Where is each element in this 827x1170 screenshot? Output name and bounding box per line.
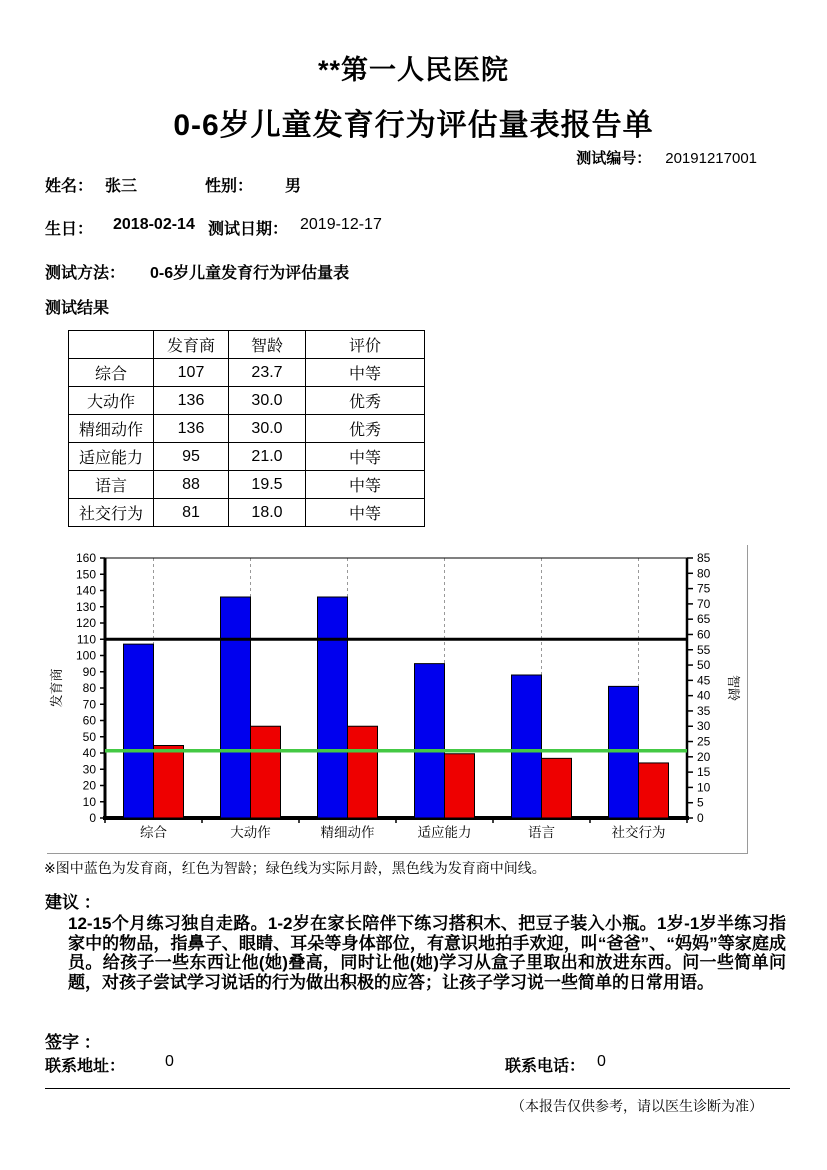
svg-text:15: 15	[697, 765, 711, 780]
contact-address-value: 0	[165, 1053, 174, 1070]
table-cell: 23.7	[229, 359, 306, 387]
table-row	[69, 387, 425, 415]
svg-text:120: 120	[75, 616, 96, 630]
svg-text:综合: 综合	[140, 825, 167, 840]
svg-text:45: 45	[697, 673, 711, 688]
svg-text:0: 0	[89, 811, 96, 825]
left-axis-ticks	[76, 551, 105, 825]
mental-age-bar	[154, 746, 184, 818]
svg-text:精细动作: 精细动作	[320, 825, 375, 840]
svg-text:140: 140	[75, 583, 96, 598]
table-row	[69, 499, 425, 527]
svg-text:大动作: 大动作	[230, 825, 271, 840]
svg-text:30: 30	[697, 719, 711, 734]
svg-text:90: 90	[82, 664, 96, 679]
birth-testdate-row	[0, 216, 827, 238]
mental-age-bar	[542, 758, 572, 818]
svg-text:20: 20	[82, 778, 96, 793]
svg-text:25: 25	[697, 734, 711, 749]
svg-text:适应能力: 适应能力	[417, 825, 472, 840]
svg-text:20: 20	[697, 749, 711, 764]
svg-text:10: 10	[82, 794, 96, 809]
svg-text:50: 50	[82, 729, 96, 744]
contact-address-label: 联系地址：	[45, 1058, 126, 1075]
svg-text:160: 160	[75, 551, 96, 565]
suggestion-text: 12-15个月练习独自走路。1-2岁在家长陪伴下练习搭积木、把豆子装入小瓶。1岁-1岁半练习指家中的物品，指鼻子、眼睛、耳朵等身体部位，有意识地拍手欢迎，叫“爸爸”、“妈妈”等家庭成员。给孩子一些东西让他(她)叠高，同时让他(她)学习从盒子里取出和放进东西。问一些简单问题，对孩子尝试学习说话的行为做出积极的应答；让孩子学习说一些简单的日常用语。	[68, 914, 786, 992]
left-axis-title: 发育商	[49, 668, 64, 708]
chart-legend-note: ※图中蓝色为发育商，红色为智龄；绿色线为实际月龄，黑色线为发育商中间线。	[44, 860, 546, 876]
table-cell: 优秀	[306, 415, 425, 443]
svg-text:35: 35	[697, 703, 711, 718]
table-cell: 18.0	[229, 499, 306, 527]
svg-text:30: 30	[82, 762, 96, 777]
table-cell: 中等	[306, 471, 425, 499]
table-cell: 136	[154, 387, 229, 415]
svg-text:150: 150	[75, 567, 96, 582]
svg-text:0: 0	[697, 811, 704, 825]
svg-text:40: 40	[82, 746, 96, 760]
svg-text:社交行为: 社交行为	[611, 825, 666, 840]
test-number-row	[0, 147, 757, 168]
svg-text:10: 10	[697, 780, 711, 795]
table-header-cell	[69, 331, 154, 359]
birth-label: 生日：	[45, 221, 94, 238]
table-cell: 语言	[69, 471, 154, 499]
svg-text:130: 130	[75, 599, 96, 614]
table-cell: 136	[154, 415, 229, 443]
table-cell: 适应能力	[69, 443, 154, 471]
reference-lines	[105, 639, 687, 750]
test-number-value: 20191217001	[665, 150, 757, 167]
dq-bar	[415, 664, 445, 818]
dq-bar	[124, 644, 154, 818]
mental-age-bar	[639, 763, 669, 818]
table-cell: 30.0	[229, 415, 306, 443]
table-cell: 中等	[306, 443, 425, 471]
method-label: 测试方法：	[45, 265, 126, 282]
svg-text:70: 70	[697, 596, 711, 611]
bars	[124, 597, 669, 818]
name-label: 姓名：	[45, 178, 94, 195]
hospital-title: **第一人民医院	[317, 55, 509, 85]
table-cell: 19.5	[229, 471, 306, 499]
table-cell: 30.0	[229, 387, 306, 415]
svg-text:50: 50	[697, 658, 711, 673]
test-date-value: 2019-12-17	[300, 216, 382, 233]
category-labels	[140, 824, 666, 840]
chart-panel	[47, 545, 748, 854]
svg-text:5: 5	[697, 795, 704, 810]
disclaimer-text: （本报告仅供参考，请以医生诊断为准）	[511, 1098, 763, 1114]
svg-text:70: 70	[82, 697, 96, 712]
gender-label: 性别：	[205, 178, 254, 195]
suggestion-label: 建议 ：	[45, 893, 101, 912]
contact-phone-value: 0	[597, 1053, 606, 1070]
mental-age-bar	[348, 726, 378, 818]
name-gender-row	[0, 173, 827, 195]
table-cell: 中等	[306, 499, 425, 527]
table-cell: 21.0	[229, 443, 306, 471]
table-row	[69, 415, 425, 443]
table-cell: 88	[154, 471, 229, 499]
method-row	[0, 260, 827, 282]
table-row	[69, 359, 425, 387]
svg-text:语言: 语言	[528, 825, 555, 840]
table-cell: 107	[154, 359, 229, 387]
contact-row	[0, 1053, 827, 1075]
result-section-label: 测试结果	[45, 300, 110, 317]
gender-value: 男	[285, 178, 302, 195]
svg-text:80: 80	[82, 681, 96, 695]
signature-label: 签字 ：	[45, 1033, 101, 1052]
table-header-row	[69, 331, 425, 359]
table-cell: 95	[154, 443, 229, 471]
svg-text:80: 80	[697, 566, 711, 581]
svg-text:100: 100	[75, 648, 96, 663]
right-axis-ticks	[687, 551, 711, 825]
table-header-cell: 评价	[306, 331, 425, 359]
results-chart	[47, 545, 747, 853]
dq-bar	[221, 597, 251, 818]
footer-divider	[45, 1088, 790, 1089]
svg-text:65: 65	[697, 612, 711, 627]
mental-age-bar	[445, 754, 475, 818]
test-number-label: 测试编号：	[576, 150, 652, 167]
method-value: 0-6岁儿童发育行为评估量表	[150, 265, 350, 282]
dq-bar	[318, 597, 348, 818]
mental-age-bar	[251, 726, 281, 818]
svg-text:85: 85	[697, 551, 711, 565]
right-axis-title: 智龄	[726, 674, 741, 702]
table-cell: 81	[154, 499, 229, 527]
dq-bar	[512, 675, 542, 818]
table-cell: 优秀	[306, 387, 425, 415]
contact-phone-label: 联系电话：	[505, 1058, 586, 1075]
name-value: 张三	[105, 178, 138, 195]
table-row	[69, 443, 425, 471]
report-title: 0-6岁儿童发育行为评估量表报告单	[173, 109, 654, 142]
svg-text:55: 55	[697, 642, 711, 657]
svg-text:60: 60	[697, 627, 711, 642]
birth-value: 2018-02-14	[113, 216, 195, 233]
table-row	[69, 471, 425, 499]
plot-frame	[103, 558, 689, 818]
table-cell: 精细动作	[69, 415, 154, 443]
table-cell: 大动作	[69, 387, 154, 415]
svg-text:75: 75	[697, 581, 711, 596]
svg-text:60: 60	[82, 713, 96, 728]
results-table	[68, 330, 425, 527]
svg-text:110: 110	[76, 632, 96, 647]
result-section-label-row	[0, 295, 827, 317]
table-header-cell: 发育商	[154, 331, 229, 359]
svg-text:40: 40	[697, 688, 711, 703]
table-cell: 综合	[69, 359, 154, 387]
table-header-cell: 智龄	[229, 331, 306, 359]
table-cell: 社交行为	[69, 499, 154, 527]
test-date-label: 测试日期：	[208, 221, 289, 238]
table-cell: 中等	[306, 359, 425, 387]
